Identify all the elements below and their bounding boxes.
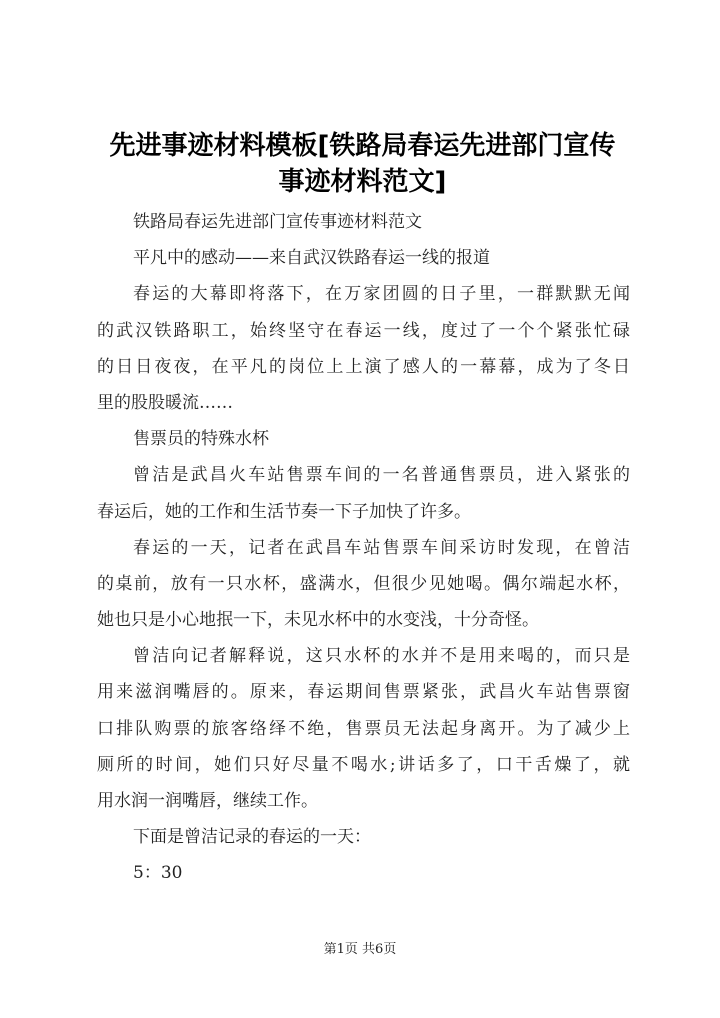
text-line: 曾洁是武昌火车站售票车间的一名普通售票员，进入紧张的: [133, 465, 630, 486]
document-body: [97, 204, 630, 892]
text-line: 铁路局春运先进部门宣传事迹材料范文: [133, 212, 422, 232]
paragraph: [97, 276, 630, 421]
paragraph: [97, 819, 630, 855]
text-line: 的日日夜夜，在平凡的岗位上上演了感人的一幕幕，成为了冬日: [97, 356, 630, 377]
text-line: 用来滋润嘴唇的。原来，春运期间售票紧张，武昌火车站售票窗: [97, 682, 630, 703]
text-line: 曾洁向记者解释说，这只水杯的水并不是用来喝的，而只是: [133, 646, 630, 667]
text-line: 春运后，她的工作和生活节奏一下子加快了许多。: [97, 501, 471, 522]
paragraph: [97, 530, 630, 639]
paragraph: [97, 421, 630, 457]
text-line: 春运的大幕即将落下，在万家团圆的日子里，一群默默无闻: [133, 284, 630, 305]
title-line: 事迹材料范文]: [278, 167, 447, 197]
text-line: 的武汉铁路职工，始终坚守在春运一线，度过了一个个紧张忙碌: [97, 320, 630, 341]
text-line: 售票员的特殊水杯: [133, 429, 269, 450]
paragraph: [97, 240, 630, 276]
text-line: 口排队购票的旅客络绎不绝，售票员无法起身离开。为了减少上: [97, 718, 630, 739]
text-line: 里的股股暖流……: [97, 392, 233, 413]
title-line: 先进事迹材料模板[铁路局春运先进部门宣传: [109, 131, 616, 161]
text-line: 春运的一天，记者在武昌车站售票车间采访时发现，在曾洁: [133, 537, 630, 558]
text-line: 5：30: [133, 863, 183, 884]
paragraph: [97, 855, 630, 891]
text-line: 用水润一润嘴唇，继续工作。: [97, 791, 318, 811]
page-footer: 第1页 共6页: [323, 942, 397, 957]
text-line: 的桌前，放有一只水杯，盛满水，但很少见她喝。偶尔端起水杯，: [97, 573, 630, 594]
text-line: 厕所的时间，她们只好尽量不喝水;讲话多了，口干舌燥了，就: [97, 754, 630, 775]
paragraph: [97, 638, 630, 819]
text-line: 平凡中的感动——来自武汉铁路春运一线的报道: [133, 248, 490, 269]
text-line: 她也只是小心地抿一下，未见水杯中的水变浅，十分奇怪。: [97, 610, 539, 631]
document-title: [95, 128, 630, 200]
paragraph: [97, 204, 630, 240]
text-line: 下面是曾洁记录的春运的一天：: [133, 827, 371, 848]
paragraph: [97, 457, 630, 529]
